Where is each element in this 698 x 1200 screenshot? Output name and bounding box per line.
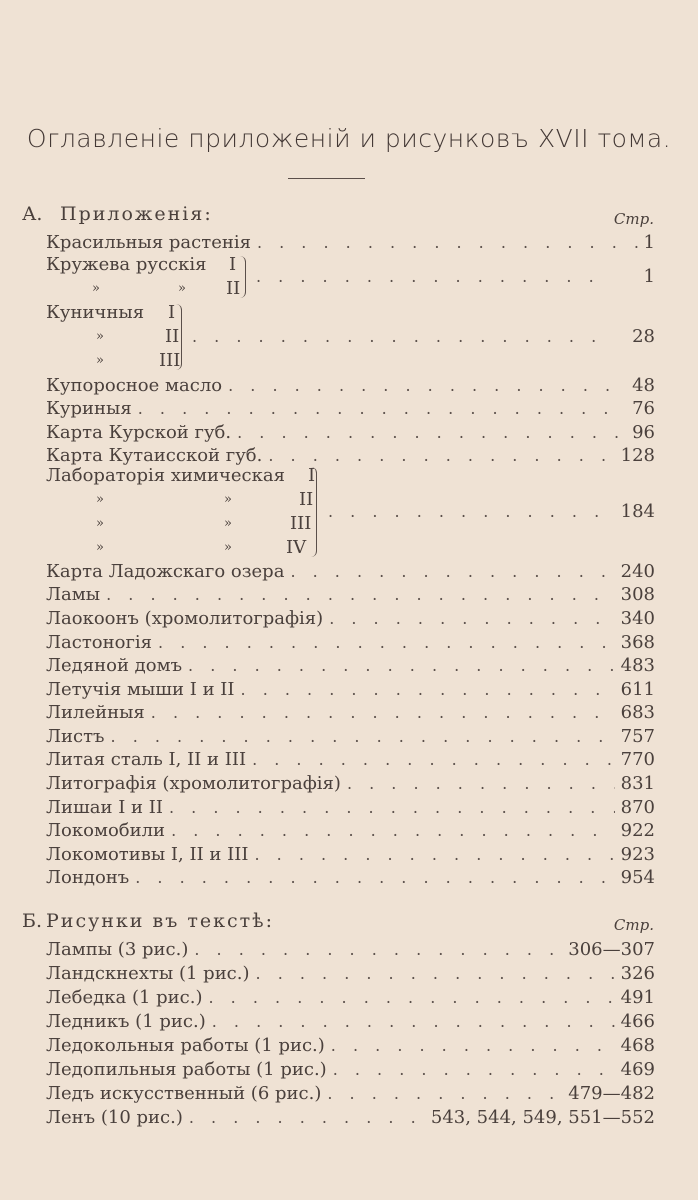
leader-dots bbox=[106, 584, 615, 606]
toc-entry bbox=[46, 961, 655, 985]
entry-label: Ледникъ (1 рис.) bbox=[46, 1011, 206, 1032]
entry-label: Лаокоонъ (хромолитографія) bbox=[46, 608, 324, 629]
leader-dots bbox=[212, 1011, 615, 1033]
group-numeral: IV bbox=[286, 537, 307, 558]
group-numeral: I bbox=[168, 302, 176, 323]
entry-page: 48 bbox=[632, 375, 655, 396]
entry-label: Ледяной домъ bbox=[46, 655, 183, 676]
toc-entry bbox=[46, 443, 655, 467]
entry-page: 326 bbox=[620, 963, 655, 984]
section-b-page-col: Стр. bbox=[613, 916, 654, 934]
leader-dots bbox=[138, 398, 626, 420]
leader-dots bbox=[268, 445, 614, 467]
toc-entry bbox=[46, 747, 655, 771]
entry-label: Красильныя растенія bbox=[46, 232, 251, 253]
entry-label: Ленъ (10 рис.) bbox=[46, 1107, 183, 1128]
leader-dots bbox=[256, 266, 611, 288]
leader-dots bbox=[171, 820, 615, 842]
group-numeral: I bbox=[229, 254, 237, 275]
entry-page: 923 bbox=[620, 844, 655, 865]
ditto-mark: » bbox=[92, 281, 100, 296]
entry-page: 468 bbox=[620, 1035, 655, 1056]
group-numeral: III bbox=[159, 350, 181, 371]
toc-entry bbox=[46, 771, 655, 795]
entry-page: 368 bbox=[620, 632, 655, 653]
entry-page: 757 bbox=[620, 726, 655, 747]
toc-entry bbox=[46, 396, 655, 420]
toc-entry bbox=[46, 985, 655, 1009]
entry-page: 1 bbox=[643, 232, 655, 253]
entry-page: 240 bbox=[620, 561, 655, 582]
leader-dots bbox=[254, 844, 614, 866]
entry-label: Куриныя bbox=[46, 398, 132, 419]
entry-label: Ледопильныя работы (1 рис.) bbox=[46, 1059, 327, 1080]
toc-group-kruzheva bbox=[46, 254, 655, 302]
entry-page: 922 bbox=[620, 820, 655, 841]
toc-group-kunichnye bbox=[46, 302, 655, 374]
toc-entry bbox=[46, 1105, 655, 1129]
toc-entry bbox=[46, 842, 655, 866]
entry-label: Лебедка (1 рис.) bbox=[46, 987, 203, 1008]
entry-page: 831 bbox=[620, 773, 655, 794]
entry-page: 340 bbox=[620, 608, 655, 629]
leader-dots bbox=[189, 1107, 425, 1129]
leader-dots bbox=[135, 867, 614, 889]
ditto-mark: » bbox=[96, 492, 104, 507]
group-line: Кружева русскія bbox=[46, 254, 207, 275]
leader-dots bbox=[111, 726, 615, 748]
leader-dots bbox=[151, 702, 615, 724]
ditto-mark: » bbox=[224, 540, 232, 555]
entry-page: 469 bbox=[620, 1059, 655, 1080]
entry-label: Карта Курской губ. bbox=[46, 422, 232, 443]
section-b-title: Рисунки въ текстѣ: bbox=[46, 910, 274, 932]
leader-dots bbox=[192, 326, 611, 348]
toc-entry bbox=[46, 1081, 655, 1105]
leader-dots bbox=[329, 608, 614, 630]
leader-dots bbox=[256, 963, 615, 985]
leader-dots bbox=[331, 1035, 615, 1057]
entry-label: Листъ bbox=[46, 726, 105, 747]
entry-label: Литографія (хромолитографія) bbox=[46, 773, 341, 794]
entry-page: 491 bbox=[620, 987, 655, 1008]
entry-page: 308 bbox=[620, 584, 655, 605]
entry-label: Ледокольныя работы (1 рис.) bbox=[46, 1035, 325, 1056]
toc-entry bbox=[46, 795, 655, 819]
entry-page: 184 bbox=[620, 501, 655, 522]
entry-label: Карта Кутаисской губ. bbox=[46, 445, 263, 466]
leader-dots bbox=[194, 939, 562, 961]
entry-label: Ластоногія bbox=[46, 632, 153, 653]
entry-label: Локомотивы I, II и III bbox=[46, 844, 249, 865]
toc-entry bbox=[46, 937, 655, 961]
section-a-page-col: Стр. bbox=[613, 210, 654, 228]
leader-dots bbox=[169, 797, 615, 819]
ditto-mark: » bbox=[96, 516, 104, 531]
entry-label: Локомобили bbox=[46, 820, 166, 841]
section-b-letter: Б. bbox=[22, 910, 43, 932]
entry-page: 128 bbox=[620, 445, 655, 466]
title-rule bbox=[288, 178, 365, 179]
entry-page: 479—482 bbox=[568, 1083, 655, 1104]
leader-dots bbox=[347, 773, 615, 795]
ditto-mark: » bbox=[96, 540, 104, 555]
ditto-mark: » bbox=[224, 492, 232, 507]
toc-entry bbox=[46, 1009, 655, 1033]
entry-label: Литая сталь I, II и III bbox=[46, 749, 247, 770]
group-numeral: II bbox=[165, 326, 180, 347]
entry-label: Летучія мыши I и II bbox=[46, 679, 235, 700]
group-numeral: II bbox=[226, 278, 241, 299]
entry-page: 543, 544, 549, 551—552 bbox=[430, 1107, 655, 1128]
entry-page: 466 bbox=[620, 1011, 655, 1032]
entry-page: 611 bbox=[620, 679, 655, 700]
entry-page: 1 bbox=[643, 266, 655, 287]
page-title: Оглавленіе приложеній и рисунковъ XVII тома. bbox=[26, 124, 672, 153]
entry-page: 770 bbox=[620, 749, 655, 770]
toc-group-laboratoriya bbox=[46, 465, 655, 561]
section-a-letter: А. bbox=[22, 203, 43, 225]
entry-page: 683 bbox=[620, 702, 655, 723]
group-numeral: II bbox=[299, 489, 314, 510]
brace bbox=[311, 467, 317, 557]
toc-entry bbox=[46, 420, 655, 444]
toc-entry bbox=[46, 724, 655, 748]
leader-dots bbox=[209, 987, 615, 1009]
entry-label: Лилейныя bbox=[46, 702, 145, 723]
entry-page: 306—307 bbox=[568, 939, 655, 960]
ditto-mark: » bbox=[96, 353, 104, 368]
leader-dots bbox=[257, 232, 638, 254]
leader-dots bbox=[188, 655, 615, 677]
entry-page: 954 bbox=[620, 867, 655, 888]
brace bbox=[176, 304, 182, 370]
leader-dots bbox=[333, 1059, 615, 1081]
entry-page: 483 bbox=[620, 655, 655, 676]
section-a-title: Приложенія: bbox=[60, 203, 213, 225]
toc-entry bbox=[46, 1057, 655, 1081]
entry-label: Ламы bbox=[46, 584, 101, 605]
entry-page: 76 bbox=[632, 398, 655, 419]
group-numeral: I bbox=[308, 465, 316, 486]
toc-entry bbox=[46, 653, 655, 677]
leader-dots bbox=[290, 561, 614, 583]
entry-page: 96 bbox=[632, 422, 655, 443]
entry-page: 870 bbox=[620, 797, 655, 818]
entry-label: Ледъ искусственный (6 рис.) bbox=[46, 1083, 322, 1104]
leader-dots bbox=[237, 422, 626, 444]
entry-label: Лондонъ bbox=[46, 867, 130, 888]
group-line: Куничныя bbox=[46, 302, 145, 323]
toc-entry bbox=[46, 677, 655, 701]
entry-label: Лишаи I и II bbox=[46, 797, 163, 818]
leader-dots bbox=[327, 1083, 562, 1105]
entry-label: Купоросное масло bbox=[46, 375, 223, 396]
entry-label: Лампы (3 рис.) bbox=[46, 939, 189, 960]
toc-entry bbox=[46, 559, 655, 583]
entry-label: Ландскнехты (1 рис.) bbox=[46, 963, 250, 984]
toc-entry bbox=[46, 818, 655, 842]
toc-entry bbox=[46, 630, 655, 654]
leader-dots bbox=[328, 501, 601, 523]
toc-entry bbox=[46, 606, 655, 630]
entry-label: Карта Ладожскаго озера bbox=[46, 561, 285, 582]
ditto-mark: » bbox=[224, 516, 232, 531]
toc-entry bbox=[46, 373, 655, 397]
toc-entry bbox=[46, 1033, 655, 1057]
group-line: Лабораторія химическая bbox=[46, 465, 285, 486]
toc-entry bbox=[46, 582, 655, 606]
toc-entry bbox=[46, 230, 655, 254]
leader-dots bbox=[252, 749, 615, 771]
entry-page: 28 bbox=[632, 326, 655, 347]
leader-dots bbox=[228, 375, 626, 397]
ditto-mark: » bbox=[96, 329, 104, 344]
leader-dots bbox=[158, 632, 615, 654]
brace bbox=[240, 256, 246, 298]
toc-entry bbox=[46, 865, 655, 889]
leader-dots bbox=[241, 679, 615, 701]
group-numeral: III bbox=[290, 513, 312, 534]
ditto-mark: » bbox=[178, 281, 186, 296]
toc-entry bbox=[46, 700, 655, 724]
